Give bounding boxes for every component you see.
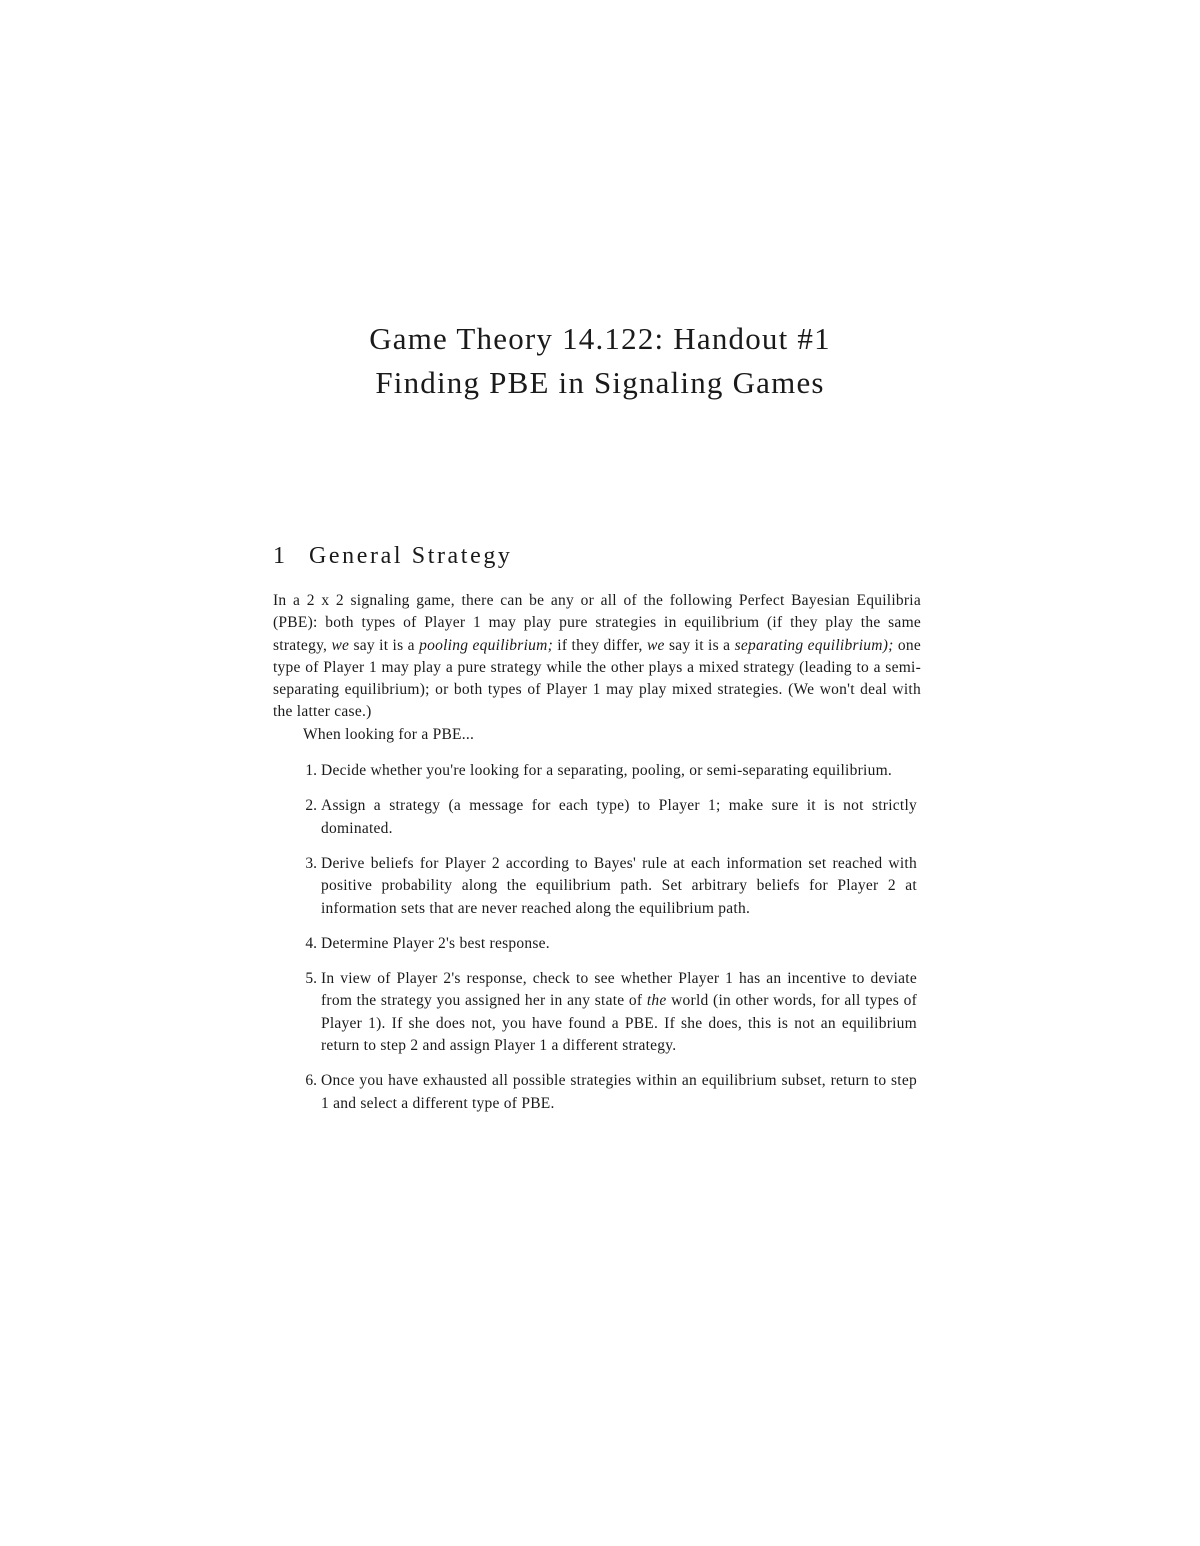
- section-general-strategy: [273, 540, 921, 1128]
- intro-em-we-1: we: [331, 636, 350, 654]
- title-line-2: Finding PBE in Signaling Games: [375, 365, 825, 400]
- list-item: [297, 760, 921, 782]
- list-item: [297, 853, 921, 920]
- step-number: 4.: [305, 934, 317, 952]
- intro-paragraph: [273, 590, 921, 724]
- step-number: 2.: [305, 797, 317, 815]
- lead-in-text: When looking for a PBE...: [303, 725, 475, 743]
- step-number: 1.: [305, 762, 317, 780]
- intro-text-2: say it is a: [349, 636, 420, 654]
- list-item: [297, 933, 921, 955]
- step-text: Derive beliefs for Player 2 according to Bayes' rule at each information set reached with positive probability along the equilibrium path. Set arbitrary beliefs for Player 2 at information sets that are never reached along the equilibrium path.: [321, 854, 917, 917]
- list-item: [297, 1070, 921, 1115]
- intro-em-pooling: pooling equilibrium;: [419, 636, 553, 654]
- intro-text-3: if they differ,: [553, 636, 647, 654]
- steps-list: [273, 760, 921, 1115]
- list-item: [297, 795, 921, 840]
- section-heading: [273, 540, 921, 572]
- step-text: Assign a strategy (a message for each type) to Player 1; make sure it is not strictly dominated.: [321, 797, 917, 837]
- intro-text-4: say it is a: [664, 636, 735, 654]
- intro-text-5: one type of Player 1 may play a pure strategy while the other plays a mixed strategy (leading to a semi-separating equilibrium); or both types of Player 1 may play mixed strategies. (We won't deal with the latter case.): [273, 636, 921, 721]
- list-item: [297, 968, 921, 1057]
- document-title: [0, 318, 1200, 404]
- step-number: 6.: [305, 1072, 317, 1090]
- intro-em-separating: separating equilibrium);: [734, 636, 894, 654]
- step-text: Once you have exhausted all possible strategies within an equilibrium subset, return to step 1 and select a different type of PBE.: [321, 1072, 917, 1112]
- step-text-em: the: [646, 992, 667, 1010]
- section-heading-text: General Strategy: [309, 543, 513, 569]
- step-text-part-2: world (in other words, for all types of Player 1). If she does not, you have found a PBE. If she does, this is not an equilibrium return to step 2 and assign Player 1 a different strategy.: [321, 992, 917, 1055]
- step-text: Decide whether you're looking for a separating, pooling, or semi-separating equilibrium.: [321, 762, 893, 780]
- step-text: Determine Player 2's best response.: [321, 934, 550, 952]
- step-text: [321, 968, 921, 1057]
- title-line-1: Game Theory 14.122: Handout #1: [369, 321, 831, 356]
- step-number: 3.: [305, 854, 317, 872]
- intro-em-we-2: we: [646, 636, 665, 654]
- section-number: 1: [273, 543, 285, 569]
- intro-text-1: In a 2 x 2 signaling game, there can be any or all of the following Perfect Bayesian Equilibria (PBE): both types of Player 1 may play pure strategies in equilibrium (if they play the same strategy,: [273, 592, 921, 654]
- step-text-part-1: In view of Player 2's response, check to see whether Player 1 has an incentive to deviate from the strategy you assigned her in any state of: [321, 970, 917, 1010]
- step-number: 5.: [305, 970, 317, 988]
